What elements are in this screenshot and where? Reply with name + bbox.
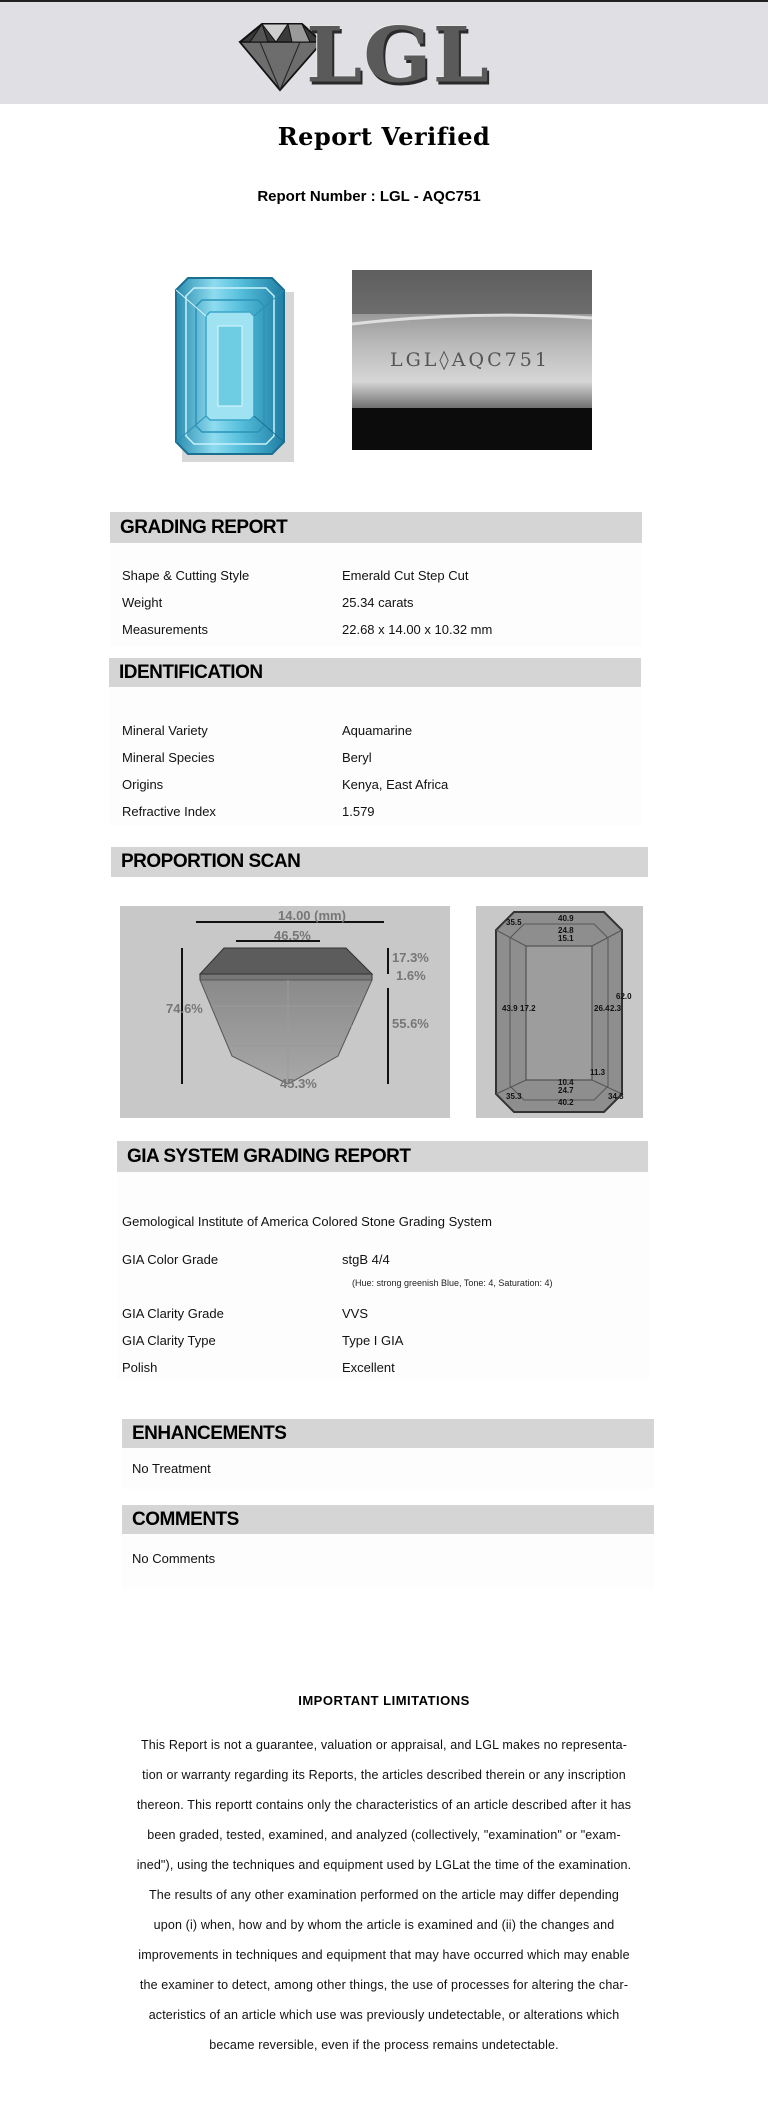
gia-clarity-type-value: Type I GIA: [342, 1333, 404, 1348]
gia-intro: Gemological Institute of America Colored Stone Grading System: [122, 1214, 492, 1229]
gia-heading: GIA SYSTEM GRADING REPORT: [117, 1141, 648, 1172]
top-2: 24.8: [558, 926, 574, 935]
scan-crown: 17.3%: [392, 950, 429, 965]
mineral-variety-value: Aquamarine: [342, 723, 413, 738]
lgl-logo[interactable]: [232, 10, 492, 100]
refractive-index-value: 1.579: [342, 804, 375, 819]
mineral-variety-label: Mineral Variety: [122, 723, 208, 738]
gia-color-label: GIA Color Grade: [122, 1252, 219, 1267]
side-profile-diagram: [120, 906, 450, 1118]
gia-clarity-grade-label: GIA Clarity Grade: [122, 1306, 224, 1321]
limitations-title: IMPORTANT LIMITATIONS: [298, 1693, 470, 1708]
limitations-line: acteristics of an article which use was previously undetectable, or alterations which: [148, 2008, 620, 2022]
limitations-line: This Report is not a guarantee, valuation or appraisal, and LGL makes no representa-: [140, 1738, 628, 1752]
limitations-line: been graded, tested, examined, and analyzed (collectively, "examination" or "exam-: [147, 1828, 621, 1842]
limitations-line: ined"), using the techniques and equipment used by LGLat the time of the examination.: [136, 1858, 632, 1872]
polish-value: Excellent: [342, 1360, 395, 1375]
header-band: [0, 2, 768, 104]
logo-text: LGL: [306, 10, 490, 100]
gia-color-value: stgB 4/4: [342, 1252, 390, 1267]
top-tl: 35.5: [506, 918, 522, 927]
weight-label: Weight: [122, 595, 163, 610]
limitations-line: tion or warranty regarding its Reports, the articles described therein or any inscription: [142, 1768, 626, 1782]
mineral-species-value: Beryl: [342, 750, 372, 765]
scan-table: 46.5%: [274, 928, 311, 943]
gia-clarity-grade-value: VVS: [342, 1306, 369, 1321]
top-3: 15.1: [558, 934, 574, 943]
gia-color-note: (Hue: strong greenish Blue, Tone: 4, Saturation: 4): [352, 1278, 553, 1288]
measurements-label: Measurements: [122, 622, 208, 637]
scan-culet: 45.3%: [280, 1076, 317, 1091]
limitations-line: improvements in techniques and equipment that may have occurred which may enable: [138, 1948, 630, 1962]
refractive-index-label: Refractive Index: [122, 804, 216, 819]
top-br: 34.3: [608, 1092, 624, 1101]
gia-clarity-type-label: GIA Clarity Type: [122, 1333, 216, 1348]
top-b1: 11.3: [590, 1068, 606, 1077]
emerald-cut-gem-image: [132, 270, 324, 462]
page-title: Report Verified: [277, 122, 491, 151]
inscription-photo: [352, 270, 592, 450]
top-view-diagram: [476, 906, 643, 1118]
identification-heading: IDENTIFICATION: [109, 658, 641, 687]
mineral-species-label: Mineral Species: [122, 750, 215, 765]
limitations-line: The results of any other examination performed on the article may differ depending: [149, 1888, 619, 1902]
top-bl: 35.3: [506, 1092, 522, 1101]
proportion-scan-heading: PROPORTION SCAN: [111, 847, 648, 877]
shape-label: Shape & Cutting Style: [122, 568, 250, 583]
scan-width: 14.00 (mm): [278, 908, 346, 923]
girdle-inscription-image: [352, 270, 592, 450]
limitations-line: upon (i) when, how and by whom the article is examined and (ii) the changes and: [153, 1918, 615, 1932]
limitations-line: the examiner to detect, among other things, the use of processes for altering the char-: [139, 1978, 629, 1992]
top-bot3: 40.2: [558, 1098, 574, 1107]
top-mid-right2: 2.3: [610, 1004, 622, 1013]
weight-value: 25.34 carats: [342, 595, 414, 610]
top-mid-left2: 17.2: [520, 1004, 536, 1013]
origins-value: Kenya, East Africa: [342, 777, 449, 792]
scan-pavilion: 55.6%: [392, 1016, 429, 1031]
measurements-value: 22.68 x 14.00 x 10.32 mm: [342, 622, 493, 637]
top-bot2: 24.7: [558, 1086, 574, 1095]
shape-value: Emerald Cut Step Cut: [342, 568, 469, 583]
origins-label: Origins: [122, 777, 164, 792]
gem-photo: [132, 270, 324, 462]
comments-heading: COMMENTS: [122, 1505, 654, 1534]
report-number: Report Number : LGL - AQC751: [257, 188, 481, 205]
top-mid-left: 43.9: [502, 1004, 518, 1013]
enhancements-heading: ENHANCEMENTS: [122, 1419, 654, 1448]
polish-label: Polish: [122, 1360, 158, 1375]
limitations-line: thereon. This reportt contains only the characteristics of an article described after it has: [136, 1798, 632, 1812]
inscription-text: LGL◊AQC751: [390, 349, 550, 371]
comments-text: No Comments: [132, 1551, 216, 1566]
scan-girdle: 1.6%: [396, 968, 426, 983]
top-1: 40.9: [558, 914, 574, 923]
grading-report-heading: GRADING REPORT: [110, 512, 642, 543]
top-right1: 62.0: [616, 992, 632, 1001]
limitations-line: became reversible, even if the process remains undetectable.: [209, 2038, 559, 2052]
top-bot1: 10.4: [558, 1078, 574, 1087]
enhancements-text: No Treatment: [132, 1461, 211, 1476]
scan-depth: 74.6%: [166, 1001, 203, 1016]
top-mid-right: 26.4: [594, 1004, 610, 1013]
